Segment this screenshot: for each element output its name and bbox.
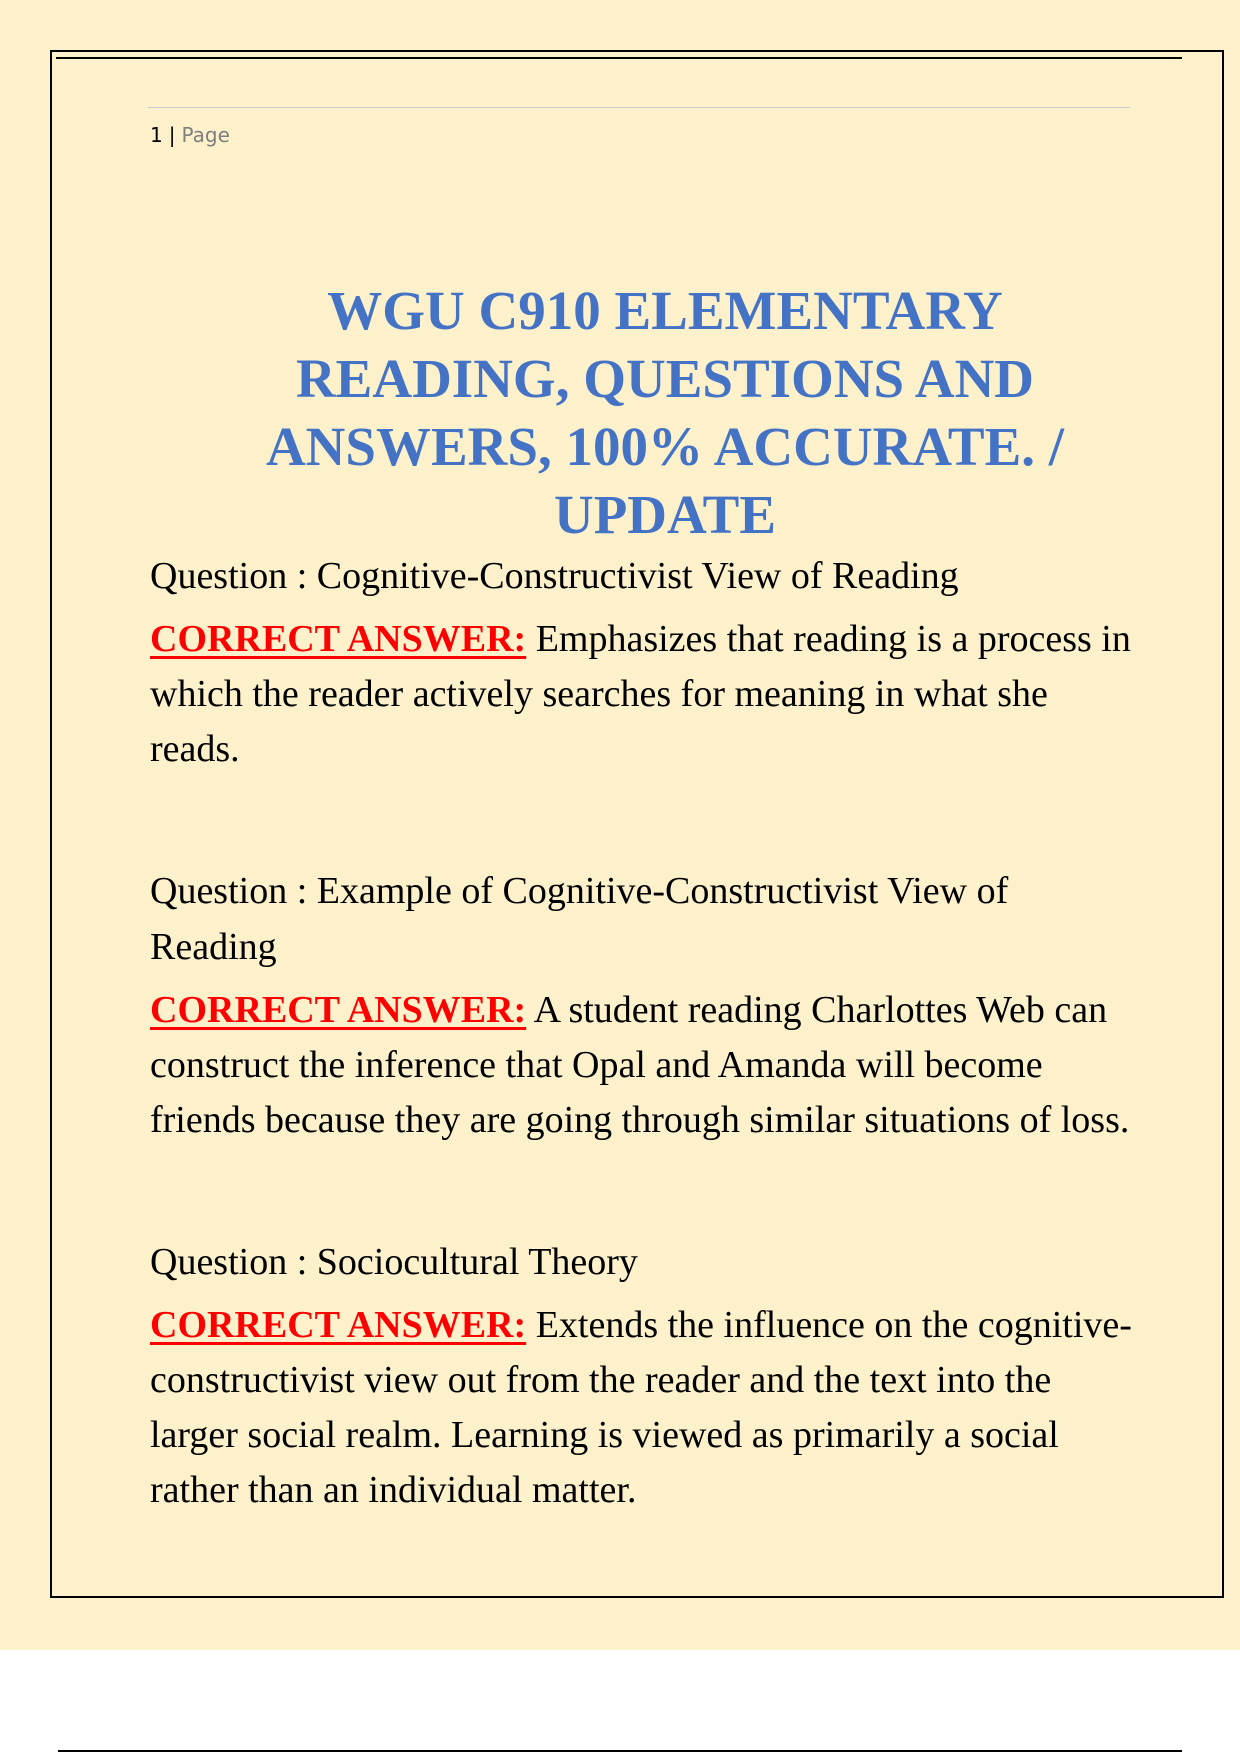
page-number: 1 bbox=[150, 123, 163, 147]
header-divider bbox=[148, 107, 1130, 108]
question-text: Question : Sociocultural Theory bbox=[150, 1241, 638, 1283]
answer-text: Extends the influence on the cognitive-constructivist view out from the reader and the text into the larger social realm. Learning is viewed as primarily a social rather than an individual matter. bbox=[150, 1304, 1132, 1511]
page-separator: | bbox=[168, 123, 176, 147]
correct-answer-label: CORRECT ANSWER: bbox=[150, 618, 527, 660]
qa-item bbox=[150, 548, 1140, 777]
correct-answer-label: CORRECT ANSWER: bbox=[150, 1304, 527, 1346]
answer-block bbox=[150, 612, 1140, 777]
document-title: WGU C910 ELEMENTARY READING, QUESTIONS AND ANSWERS, 100% ACCURATE. / UPDATE bbox=[265, 280, 1065, 545]
answer-text: A student reading Charlottes Web can construct the inference that Opal and Amanda will become friends because they are going through similar situations of loss. bbox=[150, 989, 1130, 1141]
question-text: Question : Example of Cognitive-Constructivist View of Reading bbox=[150, 870, 1009, 968]
top-border-line bbox=[56, 57, 1182, 59]
page-number-header bbox=[150, 123, 230, 147]
qa-list bbox=[150, 548, 1140, 1518]
answer-block bbox=[150, 983, 1140, 1148]
answer-text: Emphasizes that reading is a process in which the reader actively searches for meaning in what she reads. bbox=[150, 618, 1131, 770]
correct-answer-label: CORRECT ANSWER: bbox=[150, 989, 527, 1031]
qa-item bbox=[150, 1234, 1140, 1518]
page-label: Page bbox=[181, 123, 230, 147]
question-text: Question : Cognitive-Constructivist View of Reading bbox=[150, 555, 959, 597]
qa-item bbox=[150, 863, 1140, 1148]
answer-block bbox=[150, 1298, 1140, 1518]
next-page-top-rule bbox=[58, 1750, 1182, 1752]
